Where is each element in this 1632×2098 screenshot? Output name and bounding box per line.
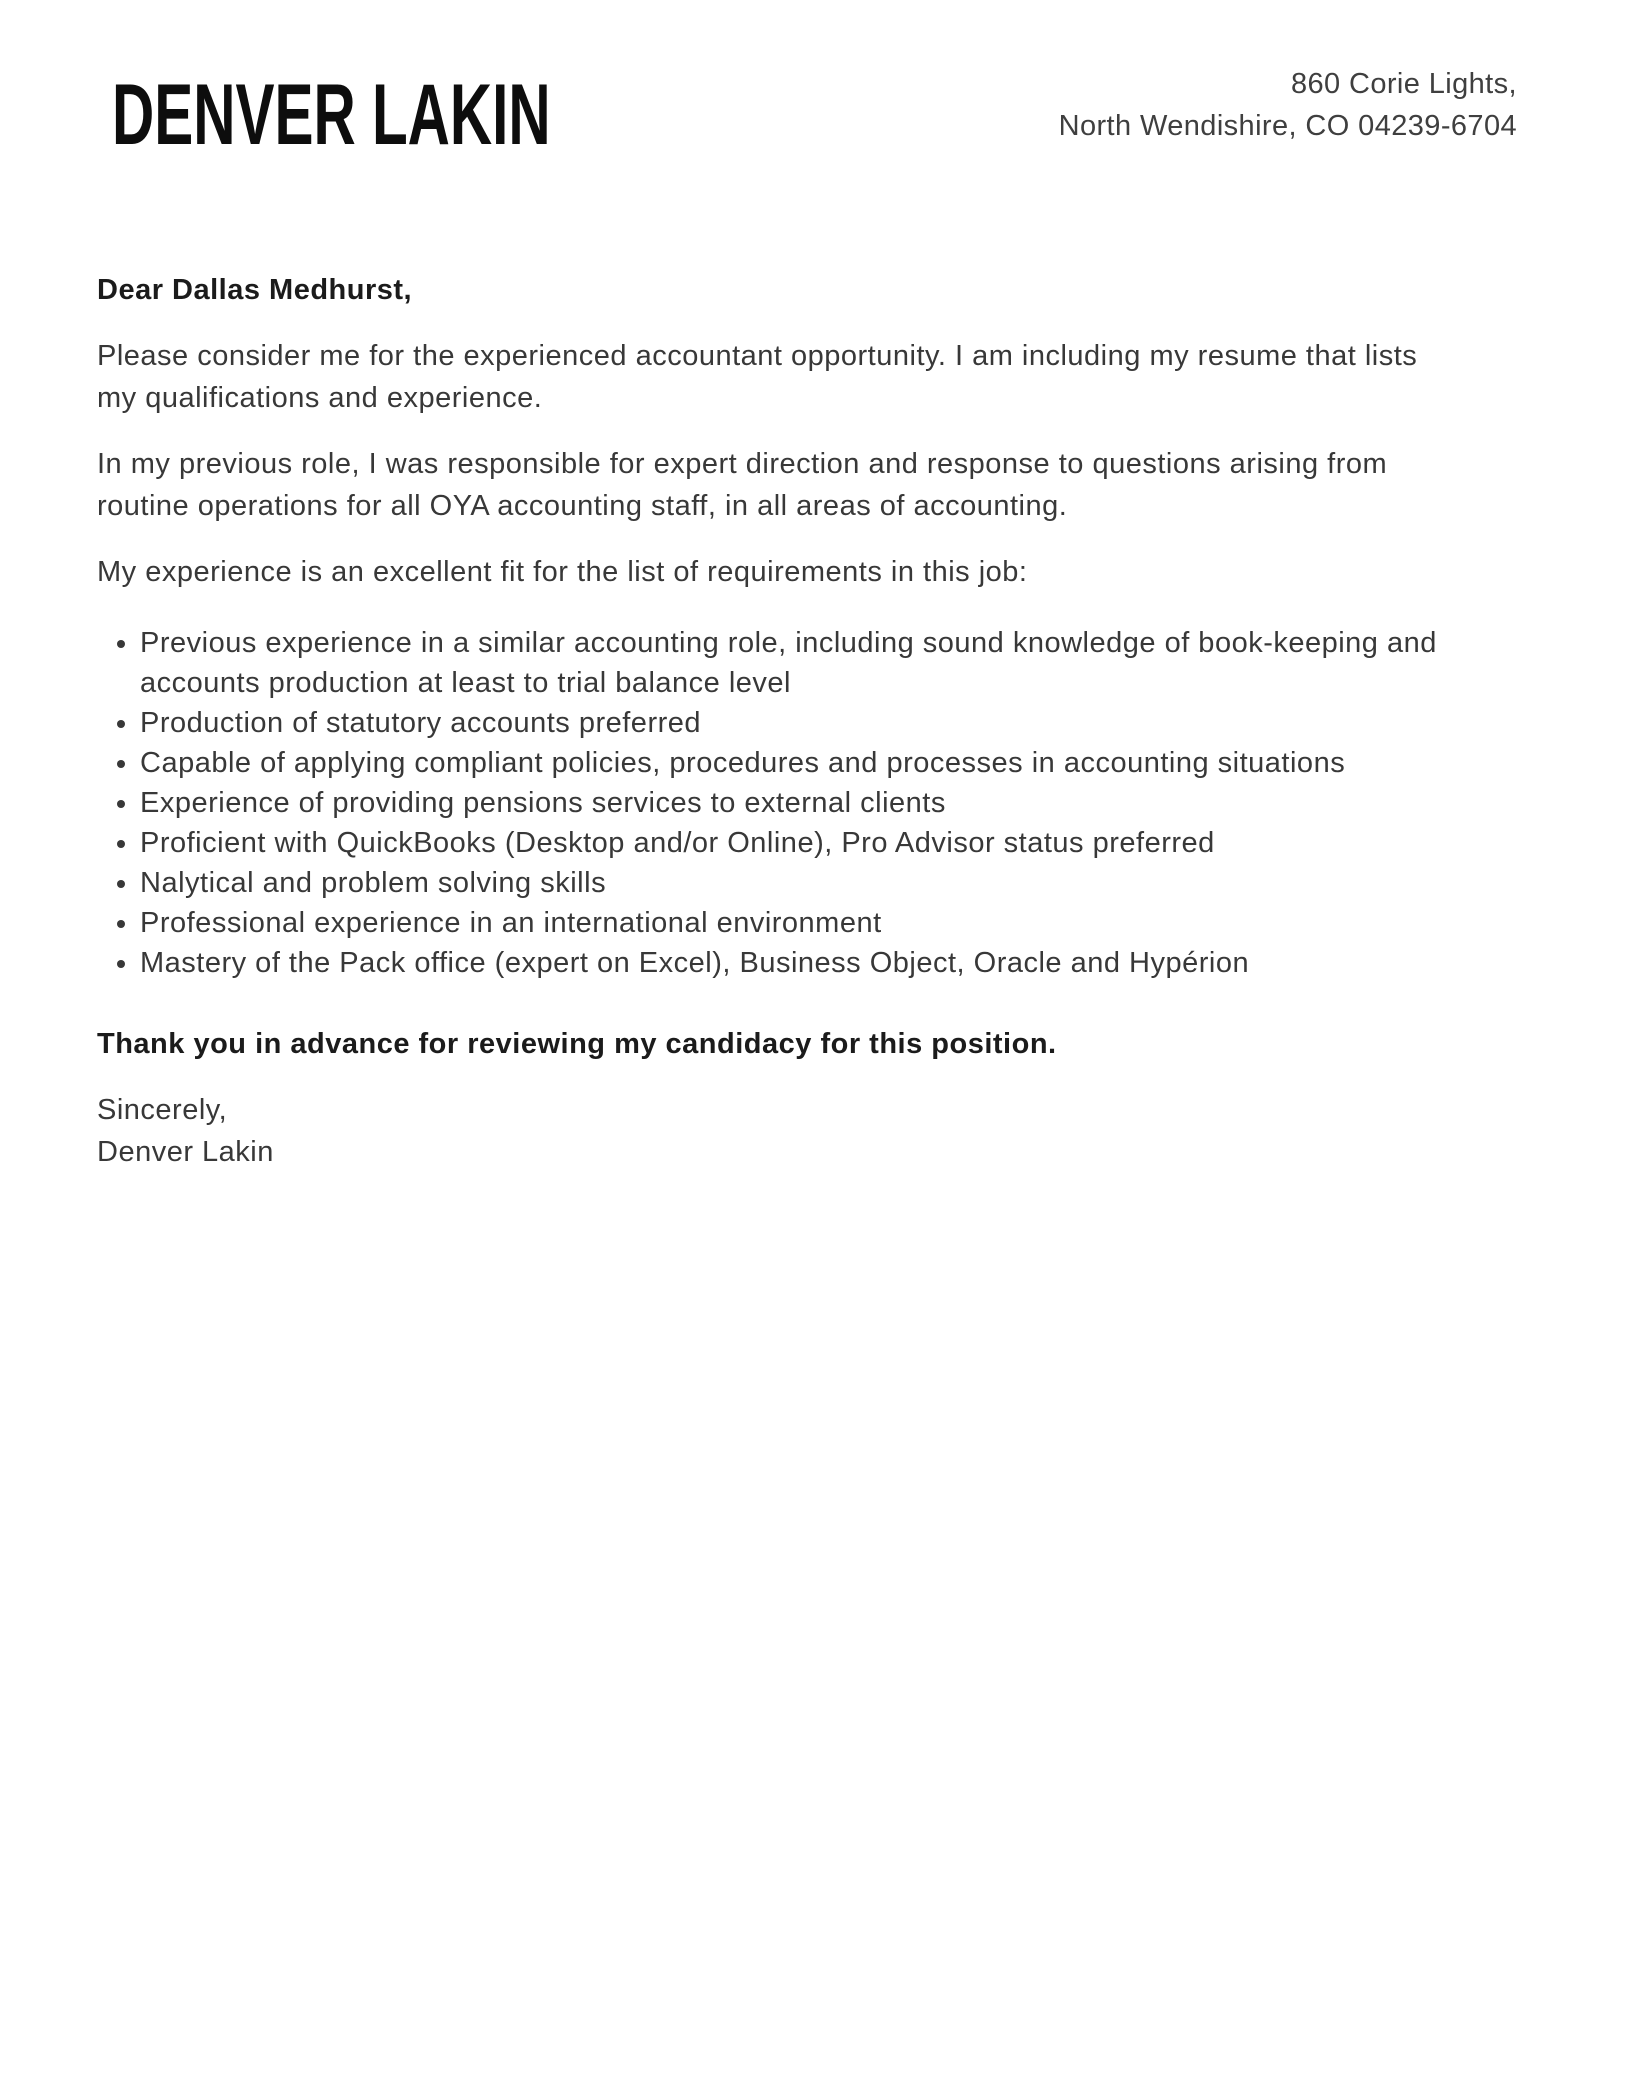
requirement-line: • Professional experience in an international environment	[140, 907, 882, 939]
requirement-item	[140, 823, 1517, 863]
requirement-item	[140, 703, 1517, 743]
requirement-line: • Mastery of the Pack office (expert on Excel), Business Object, Oracle and Hypérion	[140, 947, 1250, 979]
address-line-1: 860 Corie Lights,	[1290, 68, 1517, 100]
signoff: Sincerely,	[97, 1094, 228, 1126]
closing-statement: Thank you in advance for reviewing my candidacy for this position.	[97, 1028, 1057, 1060]
paragraph-intro	[97, 335, 1517, 419]
letter-body	[97, 269, 1517, 1173]
requirement-item	[140, 943, 1517, 983]
requirement-line: • Nalytical and problem solving skills	[140, 867, 607, 899]
requirement-item	[140, 903, 1517, 943]
greeting: Dear Dallas Medhurst,	[97, 274, 413, 306]
requirement-item	[140, 783, 1517, 823]
requirement-item	[140, 863, 1517, 903]
paragraph-experience-fit	[97, 551, 1517, 593]
requirement-line: • Proficient with QuickBooks (Desktop and/or Online), Pro Advisor status preferred	[140, 827, 1215, 859]
paragraph-line: My experience is an excellent fit for the list of requirements in this job:	[97, 556, 1028, 588]
signature-name: Denver Lakin	[97, 1136, 274, 1168]
requirement-item	[140, 623, 1517, 703]
paragraph-line: routine operations for all OYA accounting staff, in all areas of accounting.	[97, 490, 1068, 522]
requirement-line: accounts production at least to trial balance level	[140, 667, 791, 699]
paragraph-line: In my previous role, I was responsible for expert direction and response to questions arising from	[97, 448, 1388, 480]
paragraph-previous-role	[97, 443, 1517, 527]
requirement-line: • Previous experience in a similar accounting role, including sound knowledge of book-keeping and	[140, 627, 1437, 659]
address-line-2: North Wendishire, CO 04239-6704	[1058, 110, 1517, 142]
paragraph-line: Please consider me for the experienced accountant opportunity. I am including my resume that lists	[97, 340, 1418, 372]
applicant-address	[1059, 63, 1517, 147]
requirements-list	[97, 623, 1517, 983]
applicant-name: DENVER LAKIN	[112, 67, 551, 163]
signature-block	[97, 1089, 1517, 1173]
requirement-line: • Capable of applying compliant policies, procedures and processes in accounting situations	[140, 747, 1346, 779]
requirement-line: • Experience of providing pensions services to external clients	[140, 787, 946, 819]
paragraph-line: my qualifications and experience.	[97, 382, 543, 414]
requirement-line: • Production of statutory accounts preferred	[140, 707, 702, 739]
requirement-item	[140, 743, 1517, 783]
